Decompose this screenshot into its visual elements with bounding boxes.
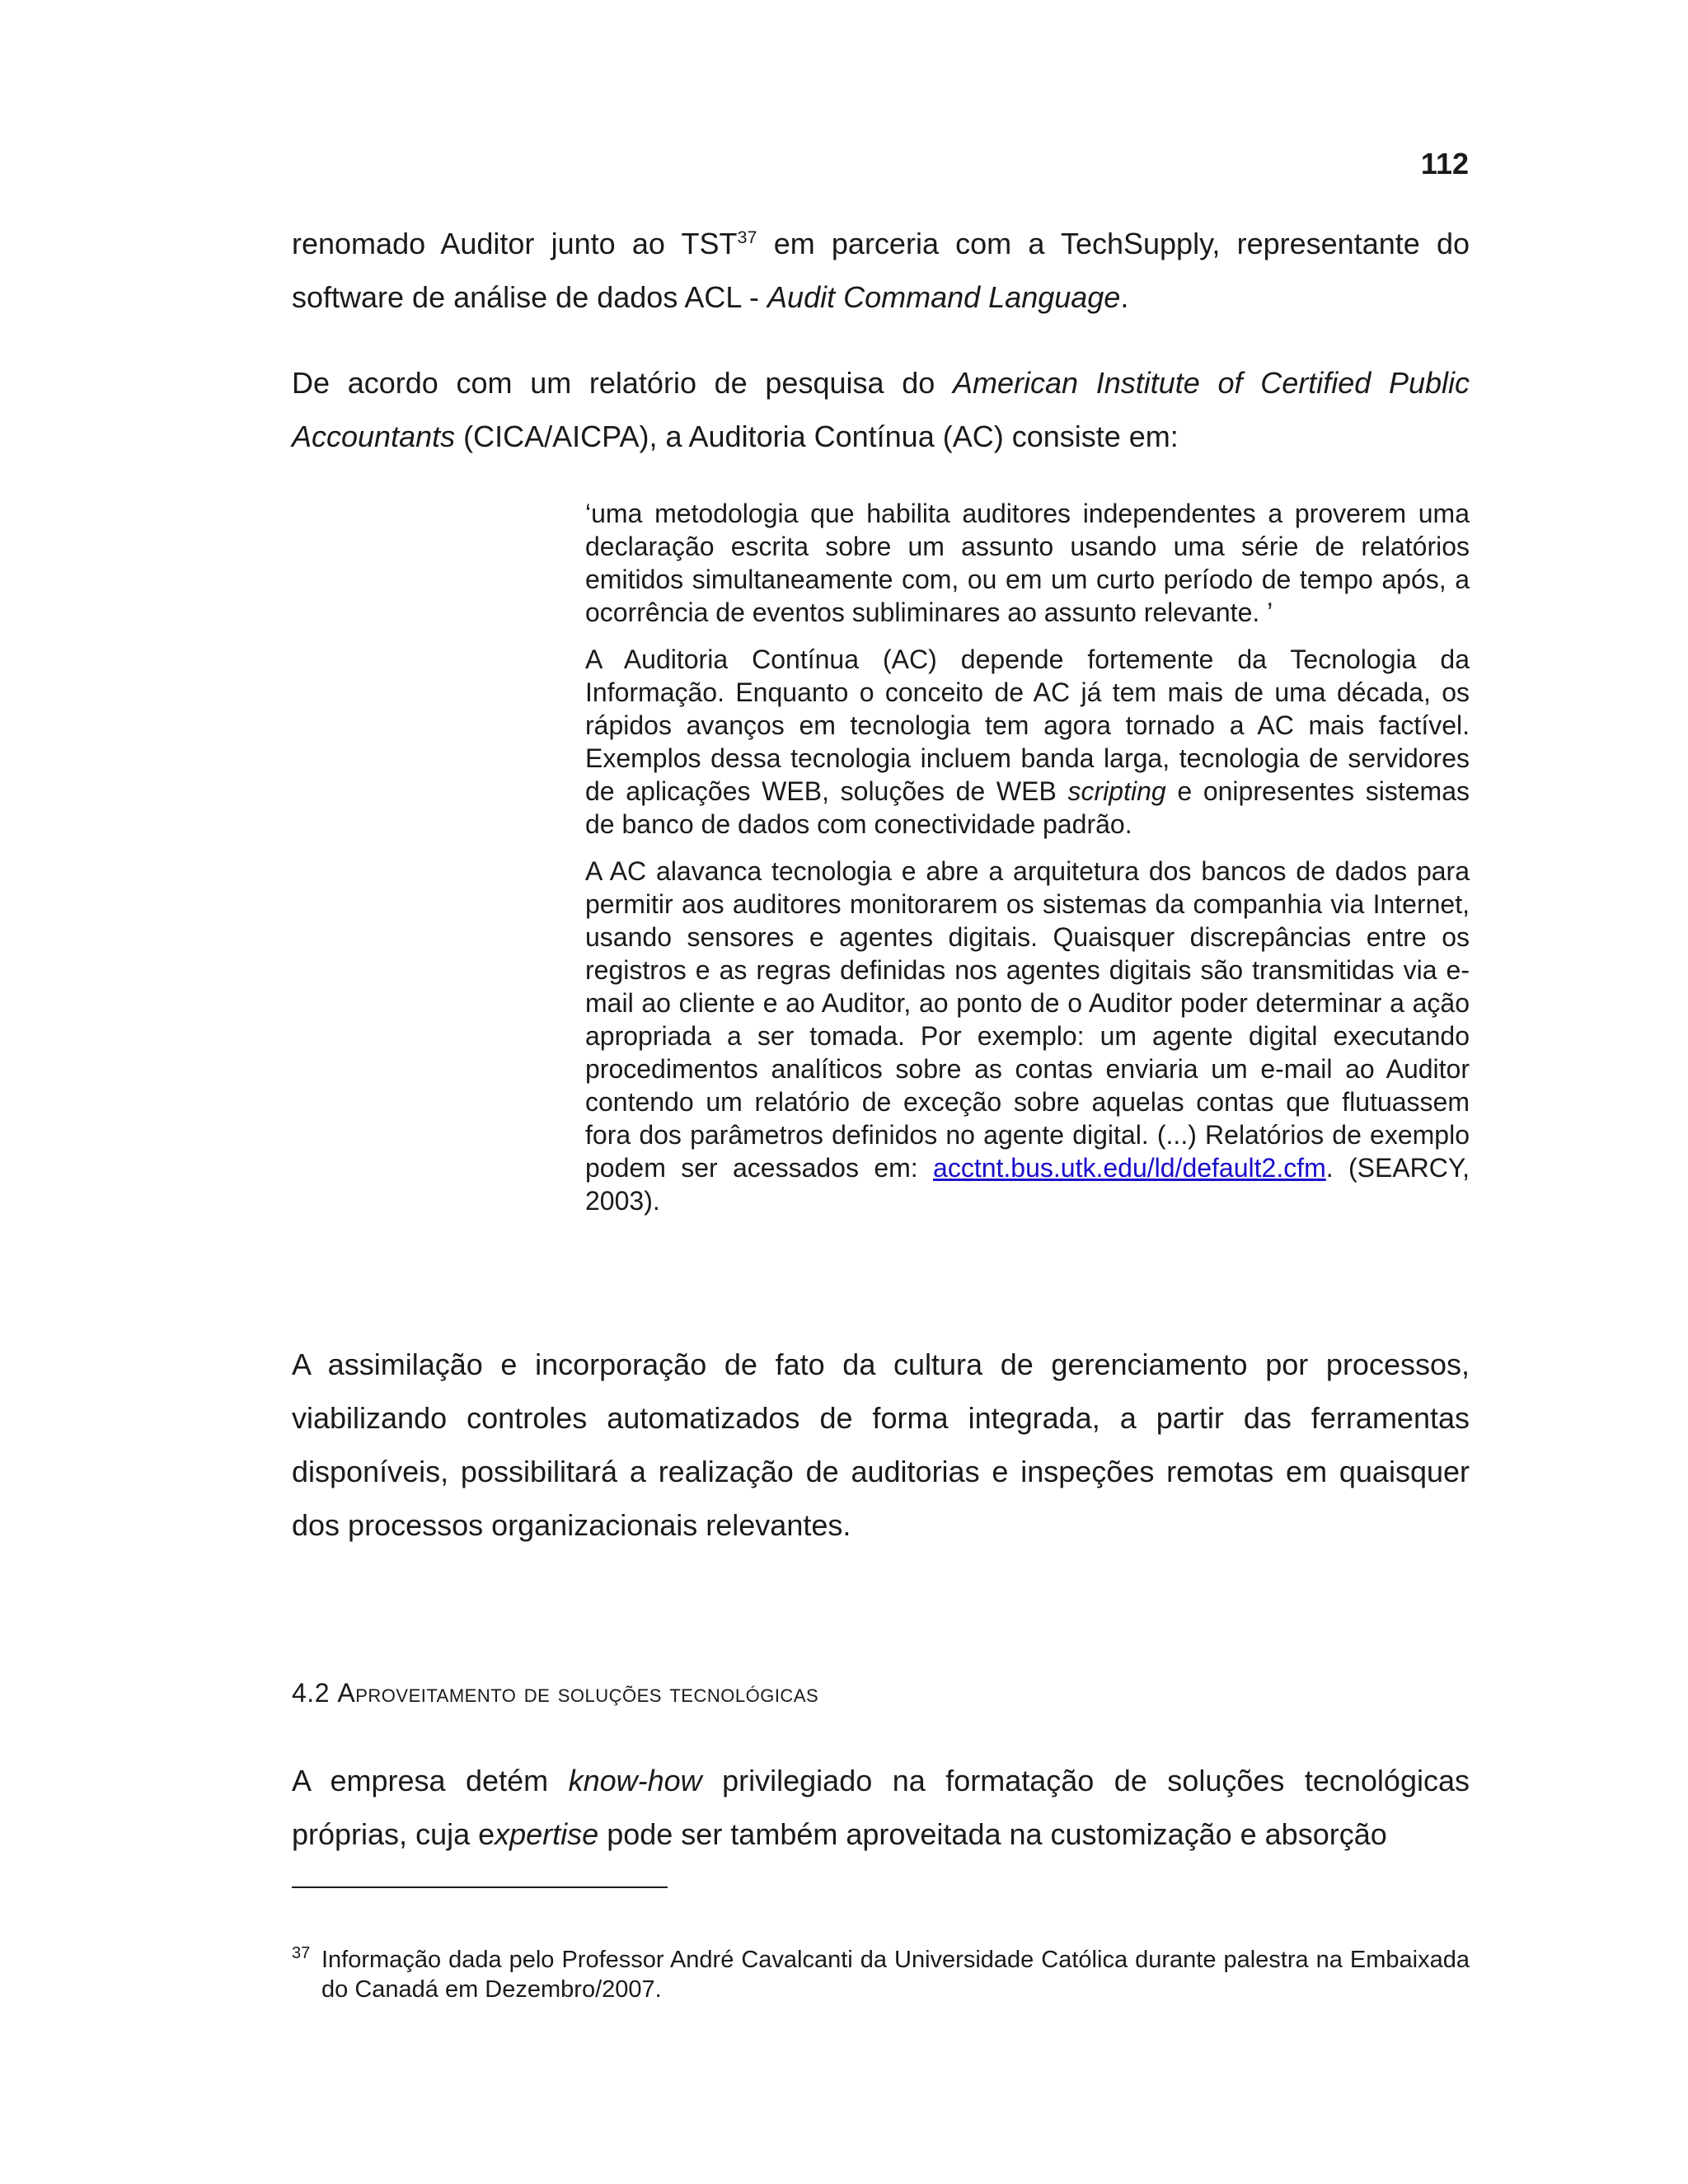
footnote-text: Informação dada pelo Professor André Cavalcanti da Universidade Católica durante palestra na Embaixada do Canadá em Dezembro/2007. xyxy=(321,1947,1470,2003)
section-italic-term: xpertise xyxy=(495,1817,599,1851)
section-text: pode ser também aproveitada na customização e absorção xyxy=(598,1817,1387,1851)
quote-paragraph-2 xyxy=(585,643,1470,841)
quote-text: . (SEARCY, 2003). xyxy=(585,1153,1470,1216)
intro-paragraph-2 xyxy=(292,356,1470,463)
quote-paragraph-3 xyxy=(585,855,1470,1217)
intro-text: renomado Auditor junto ao TST xyxy=(292,227,738,260)
section-text: A empresa detém xyxy=(292,1764,569,1797)
quote-text: A Auditoria Contínua (AC) depende fortemente da Tecnologia da Informação. Enquanto o conceito de AC já tem mais de uma década, os rápidos avanços em tecnologia tem agora tornado a AC mais factível. Exemplos dessa tecnologia incluem banda larga, tecnologia de servidores de aplicações WEB, soluções de WEB xyxy=(585,644,1470,806)
footnote-divider xyxy=(292,1886,668,1888)
footnote xyxy=(292,1945,1470,2004)
section-number: 4.2 xyxy=(292,1678,338,1708)
section-text: privilegiado na formatação de soluções tecnológicas próprias, cuja e xyxy=(292,1764,1470,1851)
section-italic-term: know-how xyxy=(568,1764,702,1797)
intro-text: (CICA/AICPA), a Auditoria Contínua (AC) consiste em: xyxy=(455,419,1179,453)
quote-italic-term: scripting xyxy=(1067,776,1166,806)
block-quote xyxy=(585,497,1470,1231)
section-heading xyxy=(292,1678,818,1708)
intro-italic-term: Audit Command Language xyxy=(767,280,1121,314)
reference-link[interactable]: acctnt.bus.utk.edu/ld/default2.cfm xyxy=(933,1153,1326,1183)
intro-italic-term: American Institute of Certified Public Accountants xyxy=(292,366,1470,453)
footnote-mark: 37 xyxy=(292,1944,311,1962)
quote-text: A AC alavanca tecnologia e abre a arquitetura dos bancos de dados para permitir aos auditores monitorarem os sistemas da companhia via Internet, usando sensores e agentes digitais. Quaisquer discrepâncias entre os registros e as regras definidas nos agentes digitais são transmitidas via e-mail ao cliente e ao Auditor, ao ponto de o Auditor poder determinar a ação apropriada a ser tomada. Por exemplo: um agente digital executando procedimentos analíticos sobre as contas enviaria um e-mail ao Auditor contendo um relatório de exceção sobre aquelas contas que flutuassem fora dos parâmetros definidos no agente digital. (...) Relatórios de exemplo podem ser acessados em: xyxy=(585,856,1470,1183)
after-quote-text: A assimilação e incorporação de fato da cultura de gerenciamento por processos, viabilizando controles automatizados de forma integrada, a partir das ferramentas disponíveis, possibilitará a realização de auditorias e inspeções remotas em quaisquer dos processos organizacionais relevantes. xyxy=(292,1347,1470,1542)
section-paragraph xyxy=(292,1754,1470,1861)
page-number: 112 xyxy=(1420,147,1469,180)
intro-paragraph-1 xyxy=(292,217,1470,324)
intro-text: em parceria com a TechSupply, representante do software de análise de dados ACL - xyxy=(292,227,1470,314)
intro-text: De acordo com um relatório de pesquisa do xyxy=(292,366,953,400)
section-title: Aproveitamento de soluções tecnológicas xyxy=(337,1678,819,1708)
quote-paragraph-1: ‘uma metodologia que habilita auditores independentes a proverem uma declaração escrita sobre um assunto usando uma série de relatórios emitidos simultaneamente com, ou em um curto período de tempo após, a ocorrência de eventos subliminares ao assunto relevante. ’ xyxy=(585,499,1470,627)
after-quote-paragraph xyxy=(292,1338,1470,1552)
quote-text: e onipresentes sistemas de banco de dados com conectividade padrão. xyxy=(585,776,1470,839)
intro-text: . xyxy=(1120,280,1129,314)
footnote-reference[interactable]: 37 xyxy=(737,227,757,247)
